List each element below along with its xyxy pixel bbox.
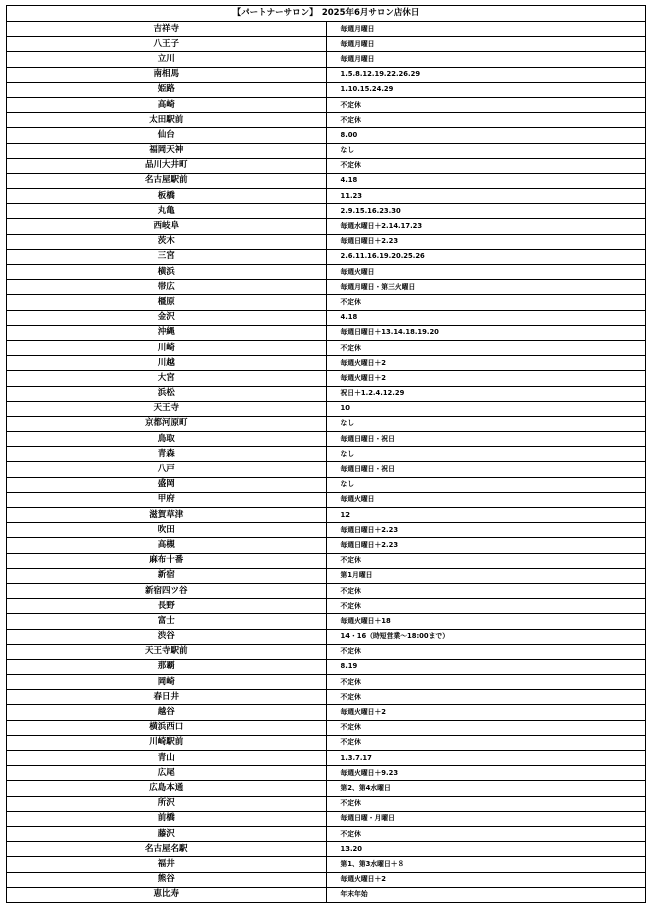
holiday-days-cell: 毎週日曜日＋2.23 bbox=[326, 523, 646, 538]
table-row bbox=[7, 189, 646, 204]
store-name-cell: 沖縄 bbox=[7, 325, 327, 340]
table-row bbox=[7, 811, 646, 826]
store-name-cell: 天王寺 bbox=[7, 401, 327, 416]
store-name-cell: 西岐阜 bbox=[7, 219, 327, 234]
holiday-days-cell: 第1月曜日 bbox=[326, 568, 646, 583]
store-name-cell: 立川 bbox=[7, 52, 327, 67]
holiday-days-cell: 1.3.7.17 bbox=[326, 751, 646, 766]
store-name-cell: 高崎 bbox=[7, 97, 327, 112]
store-name-cell: 青森 bbox=[7, 447, 327, 462]
holiday-days-cell: 不定休 bbox=[326, 97, 646, 112]
holiday-days-cell: 毎週火曜日 bbox=[326, 265, 646, 280]
holiday-days-cell: 不定休 bbox=[326, 644, 646, 659]
store-name-cell: 品川大井町 bbox=[7, 158, 327, 173]
store-name-cell: 長野 bbox=[7, 599, 327, 614]
holiday-days-cell: 毎週日曜日＋13.14.18.19.20 bbox=[326, 325, 646, 340]
table-row bbox=[7, 416, 646, 431]
store-name-cell: 福井 bbox=[7, 857, 327, 872]
table-row bbox=[7, 265, 646, 280]
holiday-days-cell: なし bbox=[326, 477, 646, 492]
holiday-days-cell: 11.23 bbox=[326, 189, 646, 204]
store-name-cell: 茨木 bbox=[7, 234, 327, 249]
store-name-cell: 渋谷 bbox=[7, 629, 327, 644]
table-row bbox=[7, 553, 646, 568]
table-row bbox=[7, 568, 646, 583]
table-row bbox=[7, 766, 646, 781]
store-name-cell: 福岡天神 bbox=[7, 143, 327, 158]
table-row bbox=[7, 173, 646, 188]
table-row bbox=[7, 872, 646, 887]
holiday-days-cell: なし bbox=[326, 143, 646, 158]
store-name-cell: 浜松 bbox=[7, 386, 327, 401]
store-name-cell: 姫路 bbox=[7, 82, 327, 97]
holiday-days-cell: 不定休 bbox=[326, 735, 646, 750]
store-name-cell: 名古屋名駅 bbox=[7, 842, 327, 857]
table-row bbox=[7, 538, 646, 553]
store-name-cell: 横浜 bbox=[7, 265, 327, 280]
store-name-cell: 越谷 bbox=[7, 705, 327, 720]
table-row bbox=[7, 659, 646, 674]
table-row bbox=[7, 22, 646, 37]
store-name-cell: 八戸 bbox=[7, 462, 327, 477]
store-name-cell: 川崎駅前 bbox=[7, 735, 327, 750]
store-name-cell: 八王子 bbox=[7, 37, 327, 52]
store-name-cell: 麻布十番 bbox=[7, 553, 327, 568]
store-name-cell: 藤沢 bbox=[7, 826, 327, 841]
table-row bbox=[7, 371, 646, 386]
table-row bbox=[7, 599, 646, 614]
holiday-days-cell: 不定休 bbox=[326, 583, 646, 598]
title-row bbox=[7, 6, 646, 22]
table-row bbox=[7, 158, 646, 173]
table-row bbox=[7, 52, 646, 67]
store-name-cell: 吉祥寺 bbox=[7, 22, 327, 37]
store-name-cell: 熊谷 bbox=[7, 872, 327, 887]
store-name-cell: 盛岡 bbox=[7, 477, 327, 492]
table-row bbox=[7, 249, 646, 264]
table-row bbox=[7, 857, 646, 872]
holiday-days-cell: 毎週水曜日＋2.14.17.23 bbox=[326, 219, 646, 234]
table-row bbox=[7, 523, 646, 538]
table-row bbox=[7, 234, 646, 249]
holiday-days-cell: 第1、第3水曜日＋８ bbox=[326, 857, 646, 872]
holiday-days-cell: 13.20 bbox=[326, 842, 646, 857]
table-row bbox=[7, 310, 646, 325]
holiday-days-cell: 毎週月曜日 bbox=[326, 22, 646, 37]
store-name-cell: 甲府 bbox=[7, 492, 327, 507]
store-name-cell: 仙台 bbox=[7, 128, 327, 143]
table-row bbox=[7, 583, 646, 598]
holiday-days-cell: 不定休 bbox=[326, 826, 646, 841]
holiday-days-cell: 毎週火曜日＋2 bbox=[326, 705, 646, 720]
holiday-days-cell: 14・16（時短営業～18:00まで） bbox=[326, 629, 646, 644]
holiday-days-cell: 第2、第4水曜日 bbox=[326, 781, 646, 796]
store-name-cell: 大宮 bbox=[7, 371, 327, 386]
store-name-cell: 南相馬 bbox=[7, 67, 327, 82]
holiday-days-cell: 8.00 bbox=[326, 128, 646, 143]
table-row bbox=[7, 796, 646, 811]
store-name-cell: 那覇 bbox=[7, 659, 327, 674]
store-name-cell: 太田駅前 bbox=[7, 113, 327, 128]
store-name-cell: 丸亀 bbox=[7, 204, 327, 219]
table-row bbox=[7, 219, 646, 234]
table-row bbox=[7, 675, 646, 690]
holiday-days-cell: 毎週月曜日 bbox=[326, 52, 646, 67]
table-row bbox=[7, 447, 646, 462]
holiday-days-cell: なし bbox=[326, 416, 646, 431]
holiday-days-cell: 10 bbox=[326, 401, 646, 416]
holiday-days-cell: 毎週火曜日＋2 bbox=[326, 371, 646, 386]
holiday-days-cell: 毎週火曜日＋2 bbox=[326, 356, 646, 371]
table-row bbox=[7, 705, 646, 720]
table-row bbox=[7, 462, 646, 477]
page-title: 【パートナーサロン】 2025年6月サロン店休日 bbox=[7, 6, 646, 22]
holiday-days-cell: 毎週日曜日＋2.23 bbox=[326, 538, 646, 553]
holiday-days-cell: 不定休 bbox=[326, 720, 646, 735]
table-row bbox=[7, 295, 646, 310]
store-name-cell: 川越 bbox=[7, 356, 327, 371]
holiday-days-cell: 8.19 bbox=[326, 659, 646, 674]
table-row bbox=[7, 720, 646, 735]
store-name-cell: 天王寺駅前 bbox=[7, 644, 327, 659]
table-row bbox=[7, 356, 646, 371]
table-row bbox=[7, 143, 646, 158]
holiday-days-cell: 毎週日曜・月曜日 bbox=[326, 811, 646, 826]
table-row bbox=[7, 340, 646, 355]
store-name-cell: 帯広 bbox=[7, 280, 327, 295]
holiday-days-cell: 毎週日曜日・祝日 bbox=[326, 432, 646, 447]
table-row bbox=[7, 644, 646, 659]
table-row bbox=[7, 614, 646, 629]
holiday-days-cell: 不定休 bbox=[326, 599, 646, 614]
holiday-days-cell: 2.6.11.16.19.20.25.26 bbox=[326, 249, 646, 264]
holiday-days-cell: 祝日＋1.2.4.12.29 bbox=[326, 386, 646, 401]
table-row bbox=[7, 67, 646, 82]
table-row bbox=[7, 386, 646, 401]
holiday-days-cell: 毎週火曜日＋9.23 bbox=[326, 766, 646, 781]
holiday-days-cell: 12 bbox=[326, 508, 646, 523]
holiday-days-cell: 不定休 bbox=[326, 158, 646, 173]
table-row bbox=[7, 477, 646, 492]
table-body bbox=[7, 6, 646, 903]
store-name-cell: 橿原 bbox=[7, 295, 327, 310]
holiday-days-cell: なし bbox=[326, 447, 646, 462]
holiday-days-cell: 毎週月曜日 bbox=[326, 37, 646, 52]
store-name-cell: 鳥取 bbox=[7, 432, 327, 447]
store-name-cell: 横浜西口 bbox=[7, 720, 327, 735]
store-name-cell: 富士 bbox=[7, 614, 327, 629]
holiday-days-cell: 毎週日曜日・祝日 bbox=[326, 462, 646, 477]
holiday-days-cell: 不定休 bbox=[326, 340, 646, 355]
holiday-days-cell: 不定休 bbox=[326, 113, 646, 128]
table-row bbox=[7, 113, 646, 128]
store-name-cell: 新宿 bbox=[7, 568, 327, 583]
store-name-cell: 名古屋駅前 bbox=[7, 173, 327, 188]
table-row bbox=[7, 82, 646, 97]
holiday-days-cell: 不定休 bbox=[326, 295, 646, 310]
holiday-days-cell: 不定休 bbox=[326, 553, 646, 568]
holiday-days-cell: 毎週日曜日＋2.23 bbox=[326, 234, 646, 249]
table-row bbox=[7, 432, 646, 447]
holiday-days-cell: 毎週火曜日＋2 bbox=[326, 872, 646, 887]
store-name-cell: 所沢 bbox=[7, 796, 327, 811]
table-row bbox=[7, 826, 646, 841]
table-row bbox=[7, 401, 646, 416]
store-name-cell: 前橋 bbox=[7, 811, 327, 826]
holiday-days-cell: 年末年始 bbox=[326, 887, 646, 902]
table-row bbox=[7, 781, 646, 796]
table-row bbox=[7, 492, 646, 507]
table-row bbox=[7, 128, 646, 143]
store-name-cell: 新宿四ツ谷 bbox=[7, 583, 327, 598]
table-row bbox=[7, 97, 646, 112]
holiday-days-cell: 不定休 bbox=[326, 675, 646, 690]
store-name-cell: 金沢 bbox=[7, 310, 327, 325]
table-row bbox=[7, 842, 646, 857]
store-name-cell: 春日井 bbox=[7, 690, 327, 705]
table-row bbox=[7, 887, 646, 902]
table-row bbox=[7, 204, 646, 219]
holiday-days-cell: 1.10.15.24.29 bbox=[326, 82, 646, 97]
store-name-cell: 広尾 bbox=[7, 766, 327, 781]
store-name-cell: 三宮 bbox=[7, 249, 327, 264]
table-row bbox=[7, 751, 646, 766]
holiday-days-cell: 不定休 bbox=[326, 690, 646, 705]
holiday-days-cell: 毎週火曜日 bbox=[326, 492, 646, 507]
table-row bbox=[7, 629, 646, 644]
store-name-cell: 岡崎 bbox=[7, 675, 327, 690]
salon-holiday-table bbox=[6, 5, 646, 903]
holiday-days-cell: 1.5.8.12.19.22.26.29 bbox=[326, 67, 646, 82]
store-name-cell: 川崎 bbox=[7, 340, 327, 355]
store-name-cell: 滋賀草津 bbox=[7, 508, 327, 523]
table-row bbox=[7, 280, 646, 295]
store-name-cell: 板橋 bbox=[7, 189, 327, 204]
holiday-days-cell: 2.9.15.16.23.30 bbox=[326, 204, 646, 219]
table-row bbox=[7, 690, 646, 705]
store-name-cell: 吹田 bbox=[7, 523, 327, 538]
store-name-cell: 京都河原町 bbox=[7, 416, 327, 431]
holiday-days-cell: 不定休 bbox=[326, 796, 646, 811]
store-name-cell: 広島本通 bbox=[7, 781, 327, 796]
table-row bbox=[7, 735, 646, 750]
holiday-days-cell: 4.18 bbox=[326, 310, 646, 325]
table-row bbox=[7, 37, 646, 52]
table-row bbox=[7, 508, 646, 523]
store-name-cell: 恵比寿 bbox=[7, 887, 327, 902]
store-name-cell: 高槻 bbox=[7, 538, 327, 553]
holiday-days-cell: 毎週月曜日・第三火曜日 bbox=[326, 280, 646, 295]
holiday-days-cell: 4.18 bbox=[326, 173, 646, 188]
holiday-days-cell: 毎週火曜日＋18 bbox=[326, 614, 646, 629]
table-row bbox=[7, 325, 646, 340]
store-name-cell: 青山 bbox=[7, 751, 327, 766]
